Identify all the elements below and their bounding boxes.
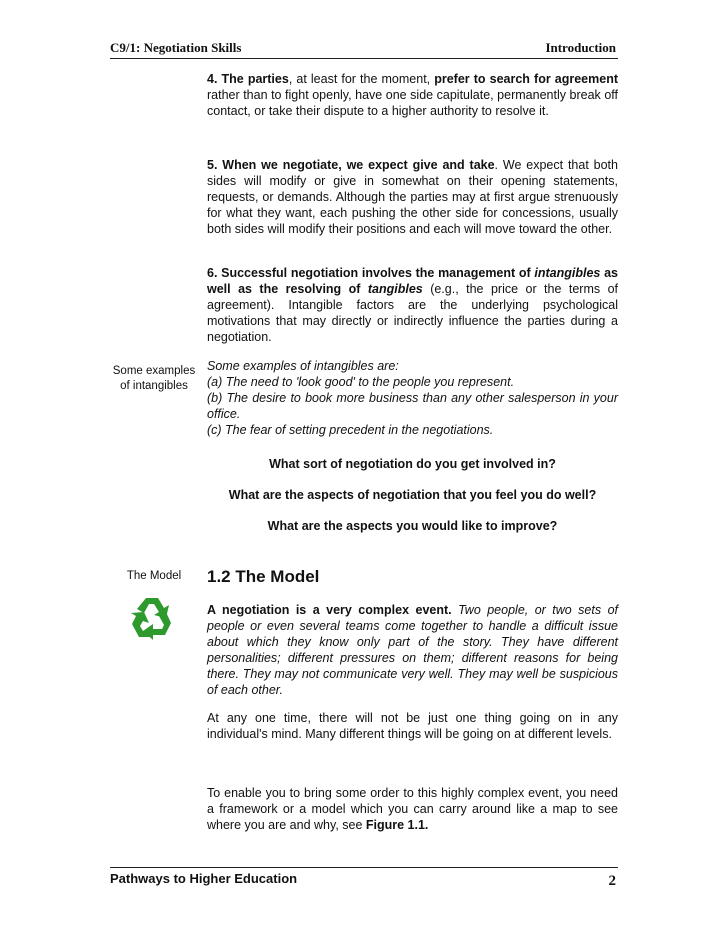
paragraph-at-any-time: At any one time, there will not be just one thing going on in any individual's mind. Many different things will be going on at different levels. <box>207 711 618 741</box>
paragraph-give-and-take: 5. When we negotiate, we expect give and take. We expect that both sides will modify or give in somewhat on their opening statements, requests, or demands. Although the parties may at first argue strenuously for what they want, each pushing the other side for concessions, usually both sides will modify their positions and each will move toward the other. <box>207 158 618 236</box>
intangible-item: (a) The need to 'look good' to the people you represent. <box>207 375 515 389</box>
margin-label-model: The Model <box>126 570 182 582</box>
footer-divider <box>110 867 618 868</box>
recycle-icon <box>128 593 178 641</box>
paragraph-complex-event: A negotiation is a very complex event. Two people, or two sets of people or even several teams come together to handle a difficult issue about which they know only part of the story. They have different personalities; different pressures on them; different reasons for being there. They may not communicate very well. They may well be suspicious of each other. <box>207 603 618 697</box>
page-number: 2 <box>608 873 616 889</box>
section-title: 1.2 The Model <box>207 567 320 586</box>
header-divider <box>110 58 618 59</box>
reflection-question: What are the aspects you would like to improve? <box>267 519 558 533</box>
intangibles-examples <box>207 358 618 438</box>
intangible-item: (b) The desire to book more business than any other salesperson in your office. <box>207 391 618 421</box>
footer-title: Pathways to Higher Education <box>110 871 298 886</box>
header-section: Introduction <box>545 40 616 55</box>
margin-label-intangibles: Some examples of intangibles <box>112 365 196 392</box>
intangibles-intro: Some examples of intangibles are: <box>207 359 399 373</box>
paragraph-parties: 4. The parties, at least for the moment, prefer to search for agreement rather than to fight openly, have one side capitulate, permanently break off contact, or take their dispute to a higher authority to resolve it. <box>207 72 618 118</box>
reflection-question: What sort of negotiation do you get involved in? <box>269 457 556 471</box>
figure-reference[interactable]: Figure 1.1. <box>365 818 429 832</box>
paragraph-intangibles: 6. Successful negotiation involves the management of intangibles as well as the resolving of tangibles (e.g., the price or the terms of agreement). Intangible factors are the underlying psychological motivations that may directly or indirectly influence the parties during a negotiation. <box>207 266 618 344</box>
reflection-question: What are the aspects of negotiation that you feel you do well? <box>228 488 597 502</box>
header-course: C9/1: Negotiation Skills <box>110 40 242 55</box>
paragraph-framework: To enable you to bring some order to this highly complex event, you need a framework or a model which you can carry around like a map to see where you are and why, see Figure 1.1. <box>207 786 618 832</box>
intangible-item: (c) The fear of setting precedent in the negotiations. <box>207 423 494 437</box>
